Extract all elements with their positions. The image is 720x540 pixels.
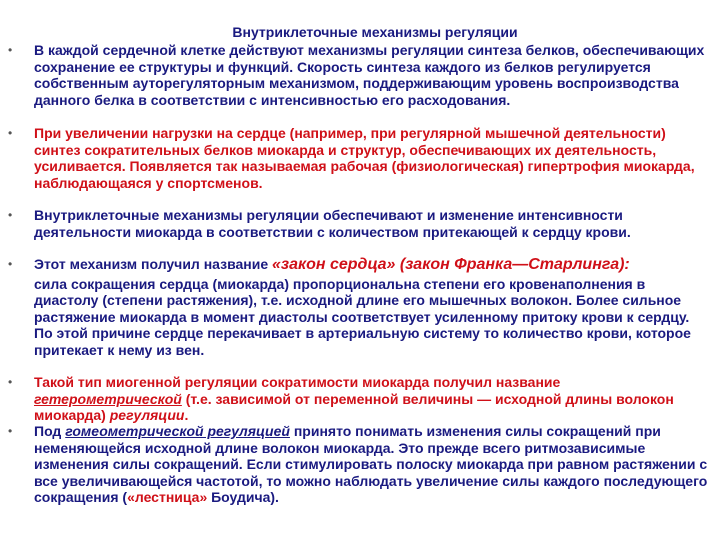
bullet-dot: • xyxy=(8,43,13,57)
term-homeometric: гомеометрической регуляцией xyxy=(65,423,290,439)
bullet-text: принято понимать изменения силы сокращений при неменяющейся исходной длине волокон миокарда. Это прежде всего ритмозависимые изменения силы сокращений. Если стимулировать полоску миокарда при равном растяжении с все увеличивающейся частотой, то можно наблюдать увеличение силы каждого последующего сокращения ( xyxy=(34,423,708,505)
bullet-continuation: сила сокращения сердца (миокарда) пропорциональна степени его кровенаполнения в диастолу (степени растяжения), т.е. исходной длине его мышечных волокон. Более сильное растяжение миокарда в момент диастолы соответствует усиленному притоку крови к сердцу. По этой причине сердце перекачивает в артериальную систему то количество крови, которое притекает к нему из вен. xyxy=(34,275,691,358)
bullet-dot: • xyxy=(8,375,13,389)
bullet-item-3 xyxy=(8,207,710,240)
bullet-item-1 xyxy=(8,42,710,108)
bullet-end: . xyxy=(184,407,189,423)
bullet-item-4 xyxy=(8,256,710,358)
bullet-item-6 xyxy=(8,423,710,506)
term-heterometric: гетерометрической xyxy=(34,390,182,407)
bullet-text: При увеличении нагрузки на сердце (например, при регулярной мышечной деятельности) синтез сократительных белков миокарда и структур, обеспечивающих их деятельность, усиливается. Появляется так называемая рабочая (физиологическая) гипертрофия миокарда, наблюдающаяся у спортсменов. xyxy=(34,125,695,191)
bullet-dot: • xyxy=(8,424,13,438)
law-name: «закон сердца» (закон Франка—Старлинга): xyxy=(272,256,630,273)
staircase-quote: «лестница» xyxy=(127,489,208,505)
bullet-end: Боудича). xyxy=(207,489,279,505)
bullet-middle: (т.е. зависимой от переменной величины — исходной длины волокон миокарда) xyxy=(34,390,674,423)
bullet-dot: • xyxy=(8,208,13,222)
bullet-lead: Такой тип миогенной регуляции сократимости миокарда получил название xyxy=(34,374,561,390)
bullet-text: В каждой сердечной клетке действуют механизмы регуляции синтеза белков, обеспечивающих сохранение ее структуры и функций. Скорость синтеза каждого из белков регулируется собственным ауторегуляторным механизмом, поддерживающим уровень воспроизводства данного белка в соответствии с интенсивностью его расходования. xyxy=(34,42,705,108)
slide-title: Внутриклеточные механизмы регуляции xyxy=(232,24,518,40)
bullet-lead: Этот механизм получил название xyxy=(34,256,273,272)
bullet-text: Внутриклеточные механизмы регуляции обеспечивают и изменение интенсивности деятельности миокарда в соответствии с количеством притекающей к сердцу крови. xyxy=(34,207,631,240)
bullet-dot: • xyxy=(8,126,13,140)
bullet-dot: • xyxy=(8,257,13,271)
bullet-lead: Под xyxy=(34,423,66,439)
term-regulation: регуляции xyxy=(109,407,185,423)
bullet-item-2 xyxy=(8,125,710,191)
bullet-item-5 xyxy=(8,374,710,424)
